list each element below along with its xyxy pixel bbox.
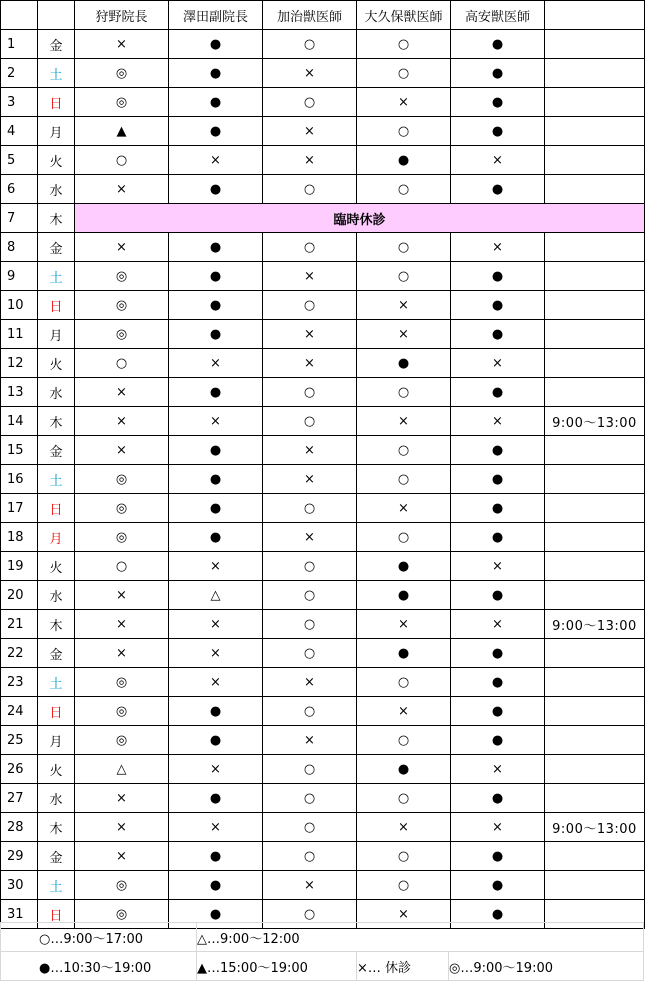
doctor-okubo-status: ○ [357, 784, 451, 813]
date-number: 27 [1, 784, 38, 813]
weekday: 土 [38, 465, 75, 494]
note-cell [545, 320, 645, 349]
doctor-sawada-status: ● [169, 871, 263, 900]
schedule-row [1, 349, 645, 378]
doctor-okubo-status: ○ [357, 436, 451, 465]
weekday: 月 [38, 726, 75, 755]
doctor-okubo-status: ● [357, 755, 451, 784]
doctor-sawada-status: × [169, 349, 263, 378]
schedule-row [1, 465, 645, 494]
note-cell [545, 755, 645, 784]
schedule-row [1, 117, 645, 146]
weekday: 木 [38, 204, 75, 233]
doctor-sawada-status: × [169, 146, 263, 175]
doctor-takayasu-status: ● [451, 900, 545, 929]
doctor-takayasu-status: ● [451, 639, 545, 668]
schedule-row [1, 494, 645, 523]
schedule-row [1, 871, 645, 900]
weekday: 水 [38, 175, 75, 204]
note-cell [545, 494, 645, 523]
doctor-takayasu-status: ● [451, 88, 545, 117]
doctor-kaji-status: × [263, 465, 357, 494]
doctor-kaji-status: ○ [263, 755, 357, 784]
doctor-kaji-status: × [263, 262, 357, 291]
note-cell [545, 30, 645, 59]
date-number: 15 [1, 436, 38, 465]
note-cell [545, 784, 645, 813]
doctor-kaji-status: ○ [263, 581, 357, 610]
doctor-kano-status: × [75, 175, 169, 204]
date-number: 18 [1, 523, 38, 552]
doctor-sawada-status: ● [169, 900, 263, 929]
doctor-kaji-status: ○ [263, 552, 357, 581]
doctor-takayasu-status: ● [451, 668, 545, 697]
doctor-kano-status: ◎ [75, 900, 169, 929]
date-number: 13 [1, 378, 38, 407]
doctor-kaji-status: × [263, 871, 357, 900]
schedule-row [1, 291, 645, 320]
doctor-kaji-status: ○ [263, 610, 357, 639]
doctor-takayasu-status: ● [451, 117, 545, 146]
note-cell: 9:00～13:00 [545, 610, 645, 639]
doctor-sawada-status: × [169, 755, 263, 784]
weekday: 土 [38, 871, 75, 900]
doctor-kano-status: ◎ [75, 465, 169, 494]
note-cell [545, 523, 645, 552]
doctor-okubo-status: × [357, 88, 451, 117]
doctor-okubo-status: ○ [357, 726, 451, 755]
date-number: 9 [1, 262, 38, 291]
doctor-kaji-status: ○ [263, 813, 357, 842]
weekday: 木 [38, 610, 75, 639]
closed-banner: 臨時休診 [75, 204, 645, 233]
date-number: 11 [1, 320, 38, 349]
doctor-sawada-status: × [169, 552, 263, 581]
header-cell [545, 1, 645, 30]
doctor-takayasu-status: × [451, 407, 545, 436]
date-number: 17 [1, 494, 38, 523]
doctor-kano-status: ◎ [75, 871, 169, 900]
schedule-row [1, 436, 645, 465]
date-number: 4 [1, 117, 38, 146]
date-number: 16 [1, 465, 38, 494]
legend-filled-circle: ●…10:30～19:00 [1, 952, 197, 981]
weekday: 金 [38, 233, 75, 262]
schedule-row [1, 668, 645, 697]
doctor-kano-status: × [75, 813, 169, 842]
weekday: 金 [38, 842, 75, 871]
date-number: 24 [1, 697, 38, 726]
weekday: 木 [38, 813, 75, 842]
doctor-okubo-status: ● [357, 146, 451, 175]
doctor-okubo-status: × [357, 610, 451, 639]
doctor-takayasu-status: ● [451, 465, 545, 494]
doctor-sawada-status: × [169, 668, 263, 697]
doctor-kano-status: × [75, 610, 169, 639]
doctor-sawada-status: × [169, 813, 263, 842]
doctor-sawada-status: ● [169, 378, 263, 407]
doctor-okubo-status: × [357, 813, 451, 842]
doctor-sawada-status: ● [169, 59, 263, 88]
doctor-takayasu-status: ● [451, 378, 545, 407]
doctor-takayasu-status: ● [451, 59, 545, 88]
doctor-kano-status: ◎ [75, 59, 169, 88]
doctor-kano-status: ○ [75, 146, 169, 175]
weekday: 土 [38, 262, 75, 291]
doctor-sawada-status: ● [169, 523, 263, 552]
date-number: 29 [1, 842, 38, 871]
schedule-row [1, 813, 645, 842]
note-cell [545, 871, 645, 900]
doctor-sawada-status: ● [169, 436, 263, 465]
schedule-row [1, 146, 645, 175]
doctor-takayasu-status: ● [451, 726, 545, 755]
doctor-kano-status: × [75, 30, 169, 59]
doctor-okubo-status: ○ [357, 523, 451, 552]
doctor-kano-status: ◎ [75, 88, 169, 117]
note-cell [545, 117, 645, 146]
weekday: 日 [38, 88, 75, 117]
schedule-row [1, 88, 645, 117]
note-cell [545, 465, 645, 494]
doctor-kaji-status: × [263, 668, 357, 697]
doctor-sawada-status: ● [169, 784, 263, 813]
weekday: 金 [38, 30, 75, 59]
doctor-takayasu-status: × [451, 349, 545, 378]
weekday: 火 [38, 349, 75, 378]
doctor-okubo-status: ○ [357, 233, 451, 262]
schedule-row [1, 204, 645, 233]
doctor-sawada-status: ● [169, 117, 263, 146]
schedule-row [1, 320, 645, 349]
note-cell [545, 842, 645, 871]
schedule-row [1, 262, 645, 291]
weekday: 火 [38, 755, 75, 784]
doctor-okubo-status: ○ [357, 378, 451, 407]
schedule-row [1, 581, 645, 610]
note-cell [545, 378, 645, 407]
weekday: 月 [38, 523, 75, 552]
doctor-kano-status: ◎ [75, 291, 169, 320]
doctor-kaji-status: ○ [263, 378, 357, 407]
weekday: 火 [38, 146, 75, 175]
doctor-sawada-status: ● [169, 30, 263, 59]
date-number: 28 [1, 813, 38, 842]
doctor-kaji-status: ○ [263, 494, 357, 523]
doctor-kano-status: △ [75, 755, 169, 784]
note-cell [545, 436, 645, 465]
schedule-row [1, 233, 645, 262]
date-number: 31 [1, 900, 38, 929]
doctor-okubo-status: × [357, 407, 451, 436]
date-number: 20 [1, 581, 38, 610]
header-cell: 大久保獣医師 [357, 1, 451, 30]
schedule-row [1, 784, 645, 813]
weekday: 水 [38, 581, 75, 610]
doctor-sawada-status: ● [169, 262, 263, 291]
doctor-takayasu-status: ● [451, 175, 545, 204]
legend-circle: ○…9:00～17:00 [1, 923, 197, 952]
weekday: 日 [38, 900, 75, 929]
date-number: 23 [1, 668, 38, 697]
weekday: 金 [38, 639, 75, 668]
date-number: 8 [1, 233, 38, 262]
weekday: 火 [38, 552, 75, 581]
note-cell [545, 726, 645, 755]
doctor-kano-status: × [75, 784, 169, 813]
schedule-row [1, 610, 645, 639]
doctor-kaji-status: ○ [263, 233, 357, 262]
schedule-row [1, 552, 645, 581]
header-cell: 澤田副院長 [169, 1, 263, 30]
doctor-takayasu-status: × [451, 813, 545, 842]
doctor-kano-status: ○ [75, 552, 169, 581]
doctor-sawada-status: ● [169, 88, 263, 117]
doctor-takayasu-status: ● [451, 581, 545, 610]
note-cell [545, 262, 645, 291]
legend-double-circle: ◎…9:00～19:00 [449, 952, 644, 981]
date-number: 25 [1, 726, 38, 755]
doctor-sawada-status: × [169, 407, 263, 436]
header-cell [38, 1, 75, 30]
legend-table [0, 922, 644, 981]
doctor-kano-status: ○ [75, 349, 169, 378]
doctor-kaji-status: ○ [263, 88, 357, 117]
doctor-kano-status: ◎ [75, 523, 169, 552]
doctor-takayasu-status: × [451, 755, 545, 784]
doctor-kaji-status: × [263, 320, 357, 349]
doctor-kano-status: × [75, 581, 169, 610]
doctor-takayasu-status: ● [451, 30, 545, 59]
weekday: 土 [38, 668, 75, 697]
schedule-row [1, 755, 645, 784]
schedule-row [1, 59, 645, 88]
date-number: 30 [1, 871, 38, 900]
doctor-kano-status: × [75, 407, 169, 436]
doctor-kano-status: × [75, 378, 169, 407]
doctor-kaji-status: ○ [263, 900, 357, 929]
doctor-takayasu-status: ● [451, 436, 545, 465]
doctor-kano-status: × [75, 233, 169, 262]
schedule-row [1, 842, 645, 871]
note-cell [545, 146, 645, 175]
date-number: 7 [1, 204, 38, 233]
note-cell [545, 697, 645, 726]
doctor-sawada-status: △ [169, 581, 263, 610]
doctor-kano-status: ◎ [75, 320, 169, 349]
doctor-kaji-status: ○ [263, 175, 357, 204]
doctor-okubo-status: ○ [357, 668, 451, 697]
doctor-kano-status: ◎ [75, 494, 169, 523]
date-number: 1 [1, 30, 38, 59]
doctor-sawada-status: ● [169, 726, 263, 755]
note-cell [545, 59, 645, 88]
doctor-okubo-status: × [357, 494, 451, 523]
doctor-okubo-status: ● [357, 639, 451, 668]
doctor-okubo-status: ● [357, 581, 451, 610]
doctor-sawada-status: ● [169, 494, 263, 523]
note-cell [545, 349, 645, 378]
doctor-sawada-status: ● [169, 465, 263, 494]
doctor-okubo-status: ○ [357, 175, 451, 204]
date-number: 22 [1, 639, 38, 668]
doctor-kano-status: ◎ [75, 262, 169, 291]
note-cell [545, 668, 645, 697]
doctor-sawada-status: × [169, 639, 263, 668]
note-cell [545, 233, 645, 262]
doctor-takayasu-status: × [451, 233, 545, 262]
schedule-row [1, 697, 645, 726]
doctor-takayasu-status: × [451, 146, 545, 175]
doctor-sawada-status: ● [169, 233, 263, 262]
doctor-takayasu-status: ● [451, 262, 545, 291]
note-cell [545, 639, 645, 668]
doctor-kano-status: × [75, 842, 169, 871]
doctor-okubo-status: × [357, 320, 451, 349]
doctor-okubo-status: ○ [357, 59, 451, 88]
doctor-kaji-status: ○ [263, 407, 357, 436]
doctor-kaji-status: ○ [263, 30, 357, 59]
doctor-kaji-status: ○ [263, 842, 357, 871]
date-number: 19 [1, 552, 38, 581]
doctor-okubo-status: ○ [357, 262, 451, 291]
date-number: 12 [1, 349, 38, 378]
note-cell [545, 581, 645, 610]
date-number: 26 [1, 755, 38, 784]
legend-filled-triangle: ▲…15:00～19:00 [197, 952, 357, 981]
header-cell: 加治獣医師 [263, 1, 357, 30]
weekday: 日 [38, 697, 75, 726]
doctor-takayasu-status: ● [451, 697, 545, 726]
schedule-row [1, 639, 645, 668]
note-cell [545, 291, 645, 320]
weekday: 土 [38, 59, 75, 88]
doctor-takayasu-status: ● [451, 291, 545, 320]
doctor-sawada-status: ● [169, 842, 263, 871]
doctor-sawada-status: × [169, 610, 263, 639]
weekday: 月 [38, 320, 75, 349]
doctor-takayasu-status: ● [451, 784, 545, 813]
date-number: 6 [1, 175, 38, 204]
doctor-sawada-status: ● [169, 175, 263, 204]
doctor-okubo-status: ○ [357, 30, 451, 59]
header-cell: 高安獣医師 [451, 1, 545, 30]
header-cell: 狩野院長 [75, 1, 169, 30]
doctor-kaji-status: × [263, 523, 357, 552]
doctor-kano-status: ◎ [75, 726, 169, 755]
doctor-sawada-status: ● [169, 320, 263, 349]
weekday: 水 [38, 378, 75, 407]
doctor-kaji-status: × [263, 117, 357, 146]
doctor-kano-status: × [75, 639, 169, 668]
weekday: 日 [38, 291, 75, 320]
weekday: 日 [38, 494, 75, 523]
doctor-sawada-status: ● [169, 697, 263, 726]
doctor-takayasu-status: ● [451, 842, 545, 871]
doctor-okubo-status: ● [357, 349, 451, 378]
doctor-takayasu-status: ● [451, 523, 545, 552]
weekday: 水 [38, 784, 75, 813]
header-cell [1, 1, 38, 30]
weekday: 木 [38, 407, 75, 436]
note-cell [545, 88, 645, 117]
doctor-okubo-status: × [357, 900, 451, 929]
doctor-okubo-status: ○ [357, 871, 451, 900]
date-number: 5 [1, 146, 38, 175]
date-number: 2 [1, 59, 38, 88]
doctor-kaji-status: ○ [263, 639, 357, 668]
schedule-row [1, 407, 645, 436]
note-cell [545, 175, 645, 204]
doctor-kaji-status: ○ [263, 291, 357, 320]
schedule-row [1, 726, 645, 755]
note-cell: 9:00～13:00 [545, 407, 645, 436]
doctor-takayasu-status: × [451, 552, 545, 581]
doctor-kaji-status: × [263, 146, 357, 175]
doctor-okubo-status: ○ [357, 842, 451, 871]
doctor-okubo-status: ○ [357, 465, 451, 494]
doctor-kaji-status: × [263, 726, 357, 755]
schedule-row [1, 30, 645, 59]
weekday: 金 [38, 436, 75, 465]
doctor-kaji-status: × [263, 349, 357, 378]
legend-cross: ×… 休診 [357, 952, 449, 981]
doctor-kaji-status: ○ [263, 784, 357, 813]
doctor-kaji-status: ○ [263, 697, 357, 726]
date-number: 21 [1, 610, 38, 639]
doctor-kano-status: ◎ [75, 697, 169, 726]
legend-triangle: △…9:00～12:00 [197, 923, 644, 952]
note-cell [545, 552, 645, 581]
legend [0, 922, 643, 981]
date-number: 3 [1, 88, 38, 117]
weekday: 月 [38, 117, 75, 146]
doctor-takayasu-status: ● [451, 494, 545, 523]
note-cell: 9:00～13:00 [545, 813, 645, 842]
header-row [1, 1, 645, 30]
doctor-kano-status: ◎ [75, 668, 169, 697]
doctor-takayasu-status: ● [451, 320, 545, 349]
doctor-kano-status: ▲ [75, 117, 169, 146]
doctor-okubo-status: × [357, 697, 451, 726]
doctor-okubo-status: ● [357, 552, 451, 581]
doctor-kaji-status: × [263, 436, 357, 465]
schedule-row [1, 523, 645, 552]
schedule-row [1, 378, 645, 407]
doctor-okubo-status: ○ [357, 117, 451, 146]
doctor-okubo-status: × [357, 291, 451, 320]
doctor-sawada-status: ● [169, 291, 263, 320]
date-number: 10 [1, 291, 38, 320]
doctor-takayasu-status: × [451, 610, 545, 639]
schedule-row [1, 175, 645, 204]
date-number: 14 [1, 407, 38, 436]
doctor-kano-status: × [75, 436, 169, 465]
doctor-takayasu-status: ● [451, 871, 545, 900]
doctor-kaji-status: × [263, 59, 357, 88]
